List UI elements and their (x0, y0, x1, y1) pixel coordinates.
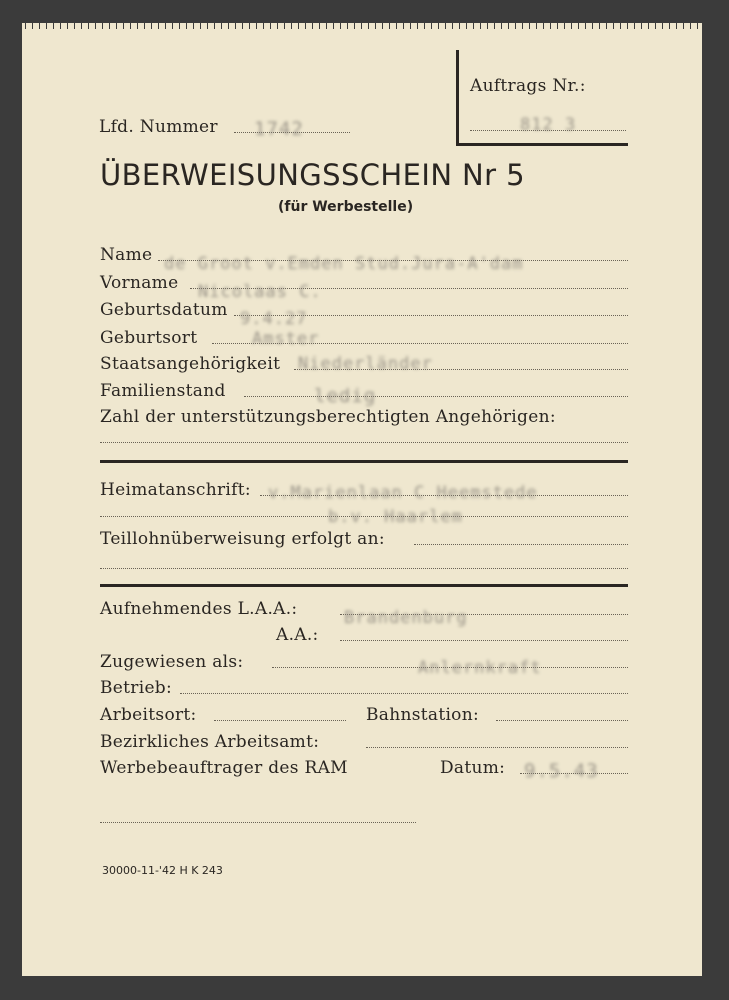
heimatanschrift-label: Heimatanschrift: (100, 480, 251, 500)
aa-label: A.A.: (276, 625, 319, 645)
page-title: ÜBERWEISUNGSSCHEIN Nr 5 (100, 158, 525, 192)
angehoerige-label: Zahl der unterstützungsberechtigten Angehörigen: (100, 407, 556, 427)
betrieb-dots (180, 693, 628, 694)
signature-dots (100, 822, 416, 823)
name-value: de Groot v.Emden Stud.Jura-A'dam (164, 254, 524, 274)
geburtsort-label: Geburtsort (100, 328, 198, 348)
geburtsdatum-label: Geburtsdatum (100, 300, 228, 320)
auftrags-box-border (456, 50, 459, 146)
vorname-value: Nicolaas C. (198, 282, 322, 302)
arbeitsort-dots (214, 720, 346, 721)
aa-dots (340, 640, 628, 641)
bahnstation-dots (496, 720, 628, 721)
zugewiesen-value: Anlernkraft (418, 658, 542, 678)
teillohn-dots (414, 544, 628, 545)
section-divider-2 (100, 584, 628, 587)
laa-value: Brandenburg (344, 608, 468, 628)
section-divider-1 (100, 460, 628, 463)
form-sheet (22, 26, 702, 976)
auftrags-box-bottom (456, 143, 628, 146)
arbeitsort-label: Arbeitsort: (100, 705, 197, 725)
geburtsort-value: Amster (252, 329, 320, 349)
auftrags-label: Auftrags Nr.: (470, 76, 586, 96)
geburtsdatum-value: 9.4.27 (240, 309, 308, 329)
footer-code: 30000-11-'42 H K 243 (102, 864, 223, 877)
werbebeauftrager-label: Werbebeauftrager des RAM (100, 758, 348, 778)
lfd-label: Lfd. Nummer (99, 117, 218, 137)
zugewiesen-label: Zugewiesen als: (100, 652, 244, 672)
angehoerige-dots (100, 442, 628, 443)
laa-label: Aufnehmendes L.A.A.: (100, 599, 298, 619)
teillohn-dots-2 (100, 568, 628, 569)
vorname-label: Vorname (100, 273, 179, 293)
heimatanschrift-value-2: b.v. Haarlem (328, 507, 463, 527)
familienstand-label: Familienstand (100, 381, 226, 401)
arbeitsamt-label: Bezirkliches Arbeitsamt: (100, 732, 320, 752)
arbeitsamt-dots (366, 747, 628, 748)
datum-value: 9.5.43 (524, 760, 599, 782)
heimatanschrift-value-1: v.Marienlaan C Heemstede (268, 483, 538, 503)
betrieb-label: Betrieb: (100, 678, 173, 698)
staatsangehoerigkeit-value: Niederländer (298, 354, 433, 374)
name-label: Name (100, 245, 153, 265)
teillohn-label: Teillohnüberweisung erfolgt an: (100, 529, 385, 549)
lfd-value: 1742 (254, 118, 304, 140)
bahnstation-label: Bahnstation: (366, 705, 479, 725)
staatsangehoerigkeit-label: Staatsangehörigkeit (100, 354, 281, 374)
familienstand-value: ledig (314, 385, 377, 407)
familienstand-dots (244, 396, 628, 397)
auftrags-value: 812 3 (520, 115, 577, 135)
datum-label: Datum: (440, 758, 506, 778)
page-subtitle: (für Werbestelle) (278, 199, 414, 215)
